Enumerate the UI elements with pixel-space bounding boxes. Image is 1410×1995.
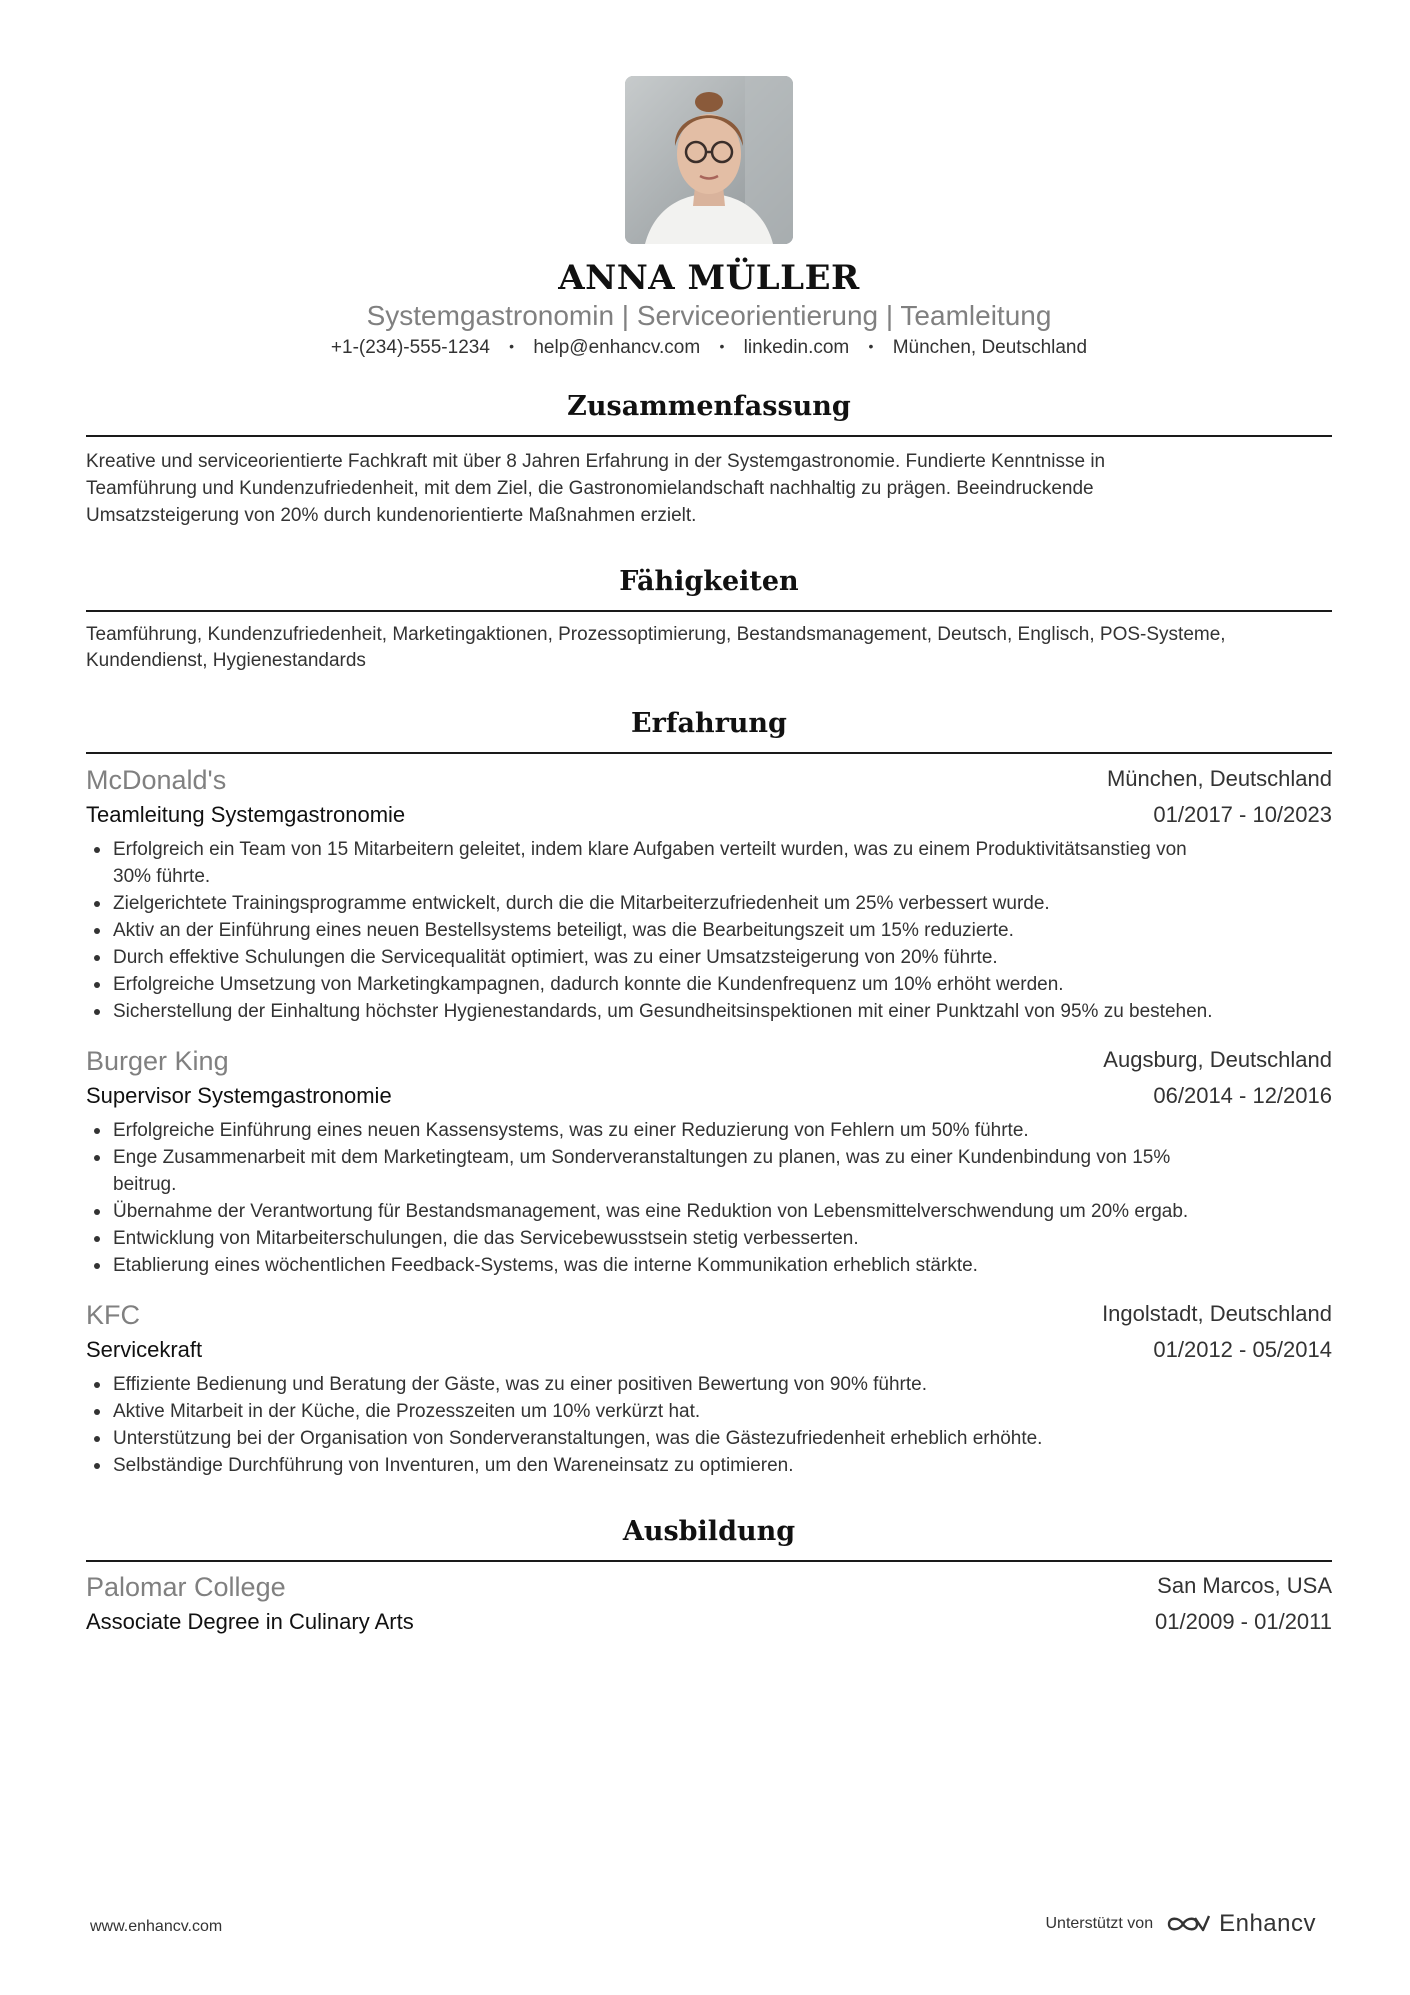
bullet-line: Sicherstellung der Einhaltung höchster Hygienestandards, um Gesundheitsinspektionen mit einer Punktzahl von 95% zu bestehen. <box>113 1001 1213 1022</box>
job-location: Augsburg, Deutschland <box>1103 1047 1332 1072</box>
bullet-line: Enge Zusammenarbeit mit dem Marketingteam, um Sonderveranstaltungen zu planen, was zu einer Kundenbindung von 15% <box>113 1147 1171 1168</box>
summary-line: Teamführung und Kundenzufriedenheit, mit dem Ziel, die Gastronomielandschaft nachhaltig zu prägen. Beeindruckende <box>86 478 1094 499</box>
job-role: Teamleitung Systemgastronomie <box>86 802 406 827</box>
bullet-line: Aktive Mitarbeit in der Küche, die Prozesszeiten um 10% verkürzt hat. <box>113 1401 701 1422</box>
contact-phone[interactable]: +1-(234)-555-1234 <box>330 337 490 358</box>
job-bullets <box>86 836 1332 1025</box>
skills-text <box>86 622 1332 674</box>
job-bullet <box>86 1198 1332 1225</box>
job-bullets <box>86 1117 1332 1279</box>
job-company: McDonald's <box>86 765 227 795</box>
job-bullets <box>86 1371 1332 1479</box>
bullet-line: Unterstützung bei der Organisation von Sonderveranstaltungen, was die Gästezufriedenheit erheblich erhöhte. <box>113 1428 1043 1449</box>
bullet-line: Entwicklung von Mitarbeiterschulungen, die das Servicebewusstsein stetig verbesserten. <box>113 1228 859 1249</box>
contact-email[interactable]: help@enhancv.com <box>533 337 701 358</box>
education-school: Palomar College <box>86 1572 286 1602</box>
summary-line: Kreative und serviceorientierte Fachkraft mit über 8 Jahren Erfahrung in der Systemgastronomie. Fundierte Kenntnisse in <box>86 451 1106 472</box>
job-dates: 06/2014 - 12/2016 <box>1153 1083 1332 1108</box>
job-location: Ingolstadt, Deutschland <box>1102 1301 1332 1326</box>
job-bullet <box>86 998 1332 1025</box>
enhancv-logo-icon <box>1165 1912 1211 1936</box>
bullet-line: beitrug. <box>113 1174 177 1195</box>
separator-dot: • <box>509 338 515 354</box>
skills-line: Kundendienst, Hygienestandards <box>86 650 366 671</box>
footer-website[interactable]: www.enhancv.com <box>90 1918 223 1935</box>
profile-photo <box>625 76 793 244</box>
bullet-line: Durch effektive Schulungen die Servicequalität optimiert, was zu einer Umsatzsteigerung von 20% führte. <box>113 947 998 968</box>
section-divider <box>86 1560 1332 1562</box>
job-bullet <box>86 1225 1332 1252</box>
section-divider <box>86 610 1332 612</box>
job-company: KFC <box>86 1300 140 1330</box>
candidate-name: ANNA MÜLLER <box>558 258 860 298</box>
education-dates: 01/2009 - 01/2011 <box>1155 1609 1332 1634</box>
contact-linkedin[interactable]: linkedin.com <box>743 337 850 358</box>
skills-line: Teamführung, Kundenzufriedenheit, Marketingaktionen, Prozessoptimierung, Bestandsmanagement, Deutsch, Englisch, POS-Systeme, <box>86 624 1226 645</box>
footer-branding <box>1045 1910 1316 1938</box>
section-title-education: Ausbildung <box>622 1516 796 1547</box>
candidate-headline: Systemgastronomin | Serviceorientierung | Teamleitung <box>366 300 1052 331</box>
education-degree: Associate Degree in Culinary Arts <box>86 1609 414 1634</box>
profile-photo-image <box>625 76 793 244</box>
footer-powered-by: Unterstützt von <box>1045 1915 1154 1932</box>
bullet-line: Aktiv an der Einführung eines neuen Bestellsystems beteiligt, was die Bearbeitungszeit um 15% reduzierte. <box>113 920 1014 941</box>
job-bullet <box>86 917 1332 944</box>
job-bullet <box>86 890 1332 917</box>
bullet-line: Etablierung eines wöchentlichen Feedback-Systems, was die interne Kommunikation erheblich stärkte. <box>113 1255 978 1276</box>
bullet-line: Erfolgreich ein Team von 15 Mitarbeitern geleitet, indem klare Aufgaben verteilt wurden, was zu einem Produktivitätsanstieg von <box>113 839 1187 860</box>
summary-text <box>86 448 1332 529</box>
footer-brand-name[interactable]: Enhancv <box>1219 1910 1316 1937</box>
job-bullet <box>86 1117 1332 1144</box>
job-dates: 01/2012 - 05/2014 <box>1153 1337 1332 1362</box>
separator-dot: • <box>719 338 725 354</box>
bullet-line: Erfolgreiche Einführung eines neuen Kassensystems, was zu einer Reduzierung von Fehlern um 50% führte. <box>113 1120 1029 1141</box>
job-bullet <box>86 1371 1332 1398</box>
bullet-line: Übernahme der Verantwortung für Bestandsmanagement, was eine Reduktion von Lebensmittelverschwendung um 20% ergab. <box>113 1201 1189 1222</box>
section-divider <box>86 435 1332 437</box>
section-divider <box>86 752 1332 754</box>
job-bullet <box>86 836 1332 890</box>
job-location: München, Deutschland <box>1106 766 1332 791</box>
job-dates: 01/2017 - 10/2023 <box>1153 802 1332 827</box>
job-bullet <box>86 1425 1332 1452</box>
job-role: Servicekraft <box>86 1337 203 1362</box>
resume-page <box>86 0 1332 1995</box>
contact-location: München, Deutschland <box>892 337 1088 358</box>
job-company: Burger King <box>86 1046 229 1076</box>
summary-line: Umsatzsteigerung von 20% durch kundenorientierte Maßnahmen erzielt. <box>86 505 697 526</box>
job-role: Supervisor Systemgastronomie <box>86 1083 392 1108</box>
contact-line <box>86 337 1332 359</box>
bullet-line: Erfolgreiche Umsetzung von Marketingkampagnen, dadurch konnte die Kundenfrequenz um 10% erhöht werden. <box>113 974 1064 995</box>
job-bullet <box>86 1144 1332 1198</box>
bullet-line: 30% führte. <box>113 866 211 887</box>
bullet-line: Selbständige Durchführung von Inventuren, um den Wareneinsatz zu optimieren. <box>113 1455 794 1476</box>
bullet-line: Zielgerichtete Trainingsprogramme entwickelt, durch die die Mitarbeiterzufriedenheit um 25% verbessert wurde. <box>113 893 1050 914</box>
job-bullet <box>86 944 1332 971</box>
section-title-skills: Fähigkeiten <box>619 566 799 597</box>
bullet-line: Effiziente Bedienung und Beratung der Gäste, was zu einer positiven Bewertung von 90% führte. <box>113 1374 927 1395</box>
job-bullet <box>86 971 1332 998</box>
section-title-experience: Erfahrung <box>631 708 787 739</box>
separator-dot: • <box>868 338 874 354</box>
job-bullet <box>86 1452 1332 1479</box>
job-bullet <box>86 1252 1332 1279</box>
section-title-summary: Zusammenfassung <box>567 391 851 422</box>
education-location: San Marcos, USA <box>1157 1573 1332 1598</box>
job-bullet <box>86 1398 1332 1425</box>
